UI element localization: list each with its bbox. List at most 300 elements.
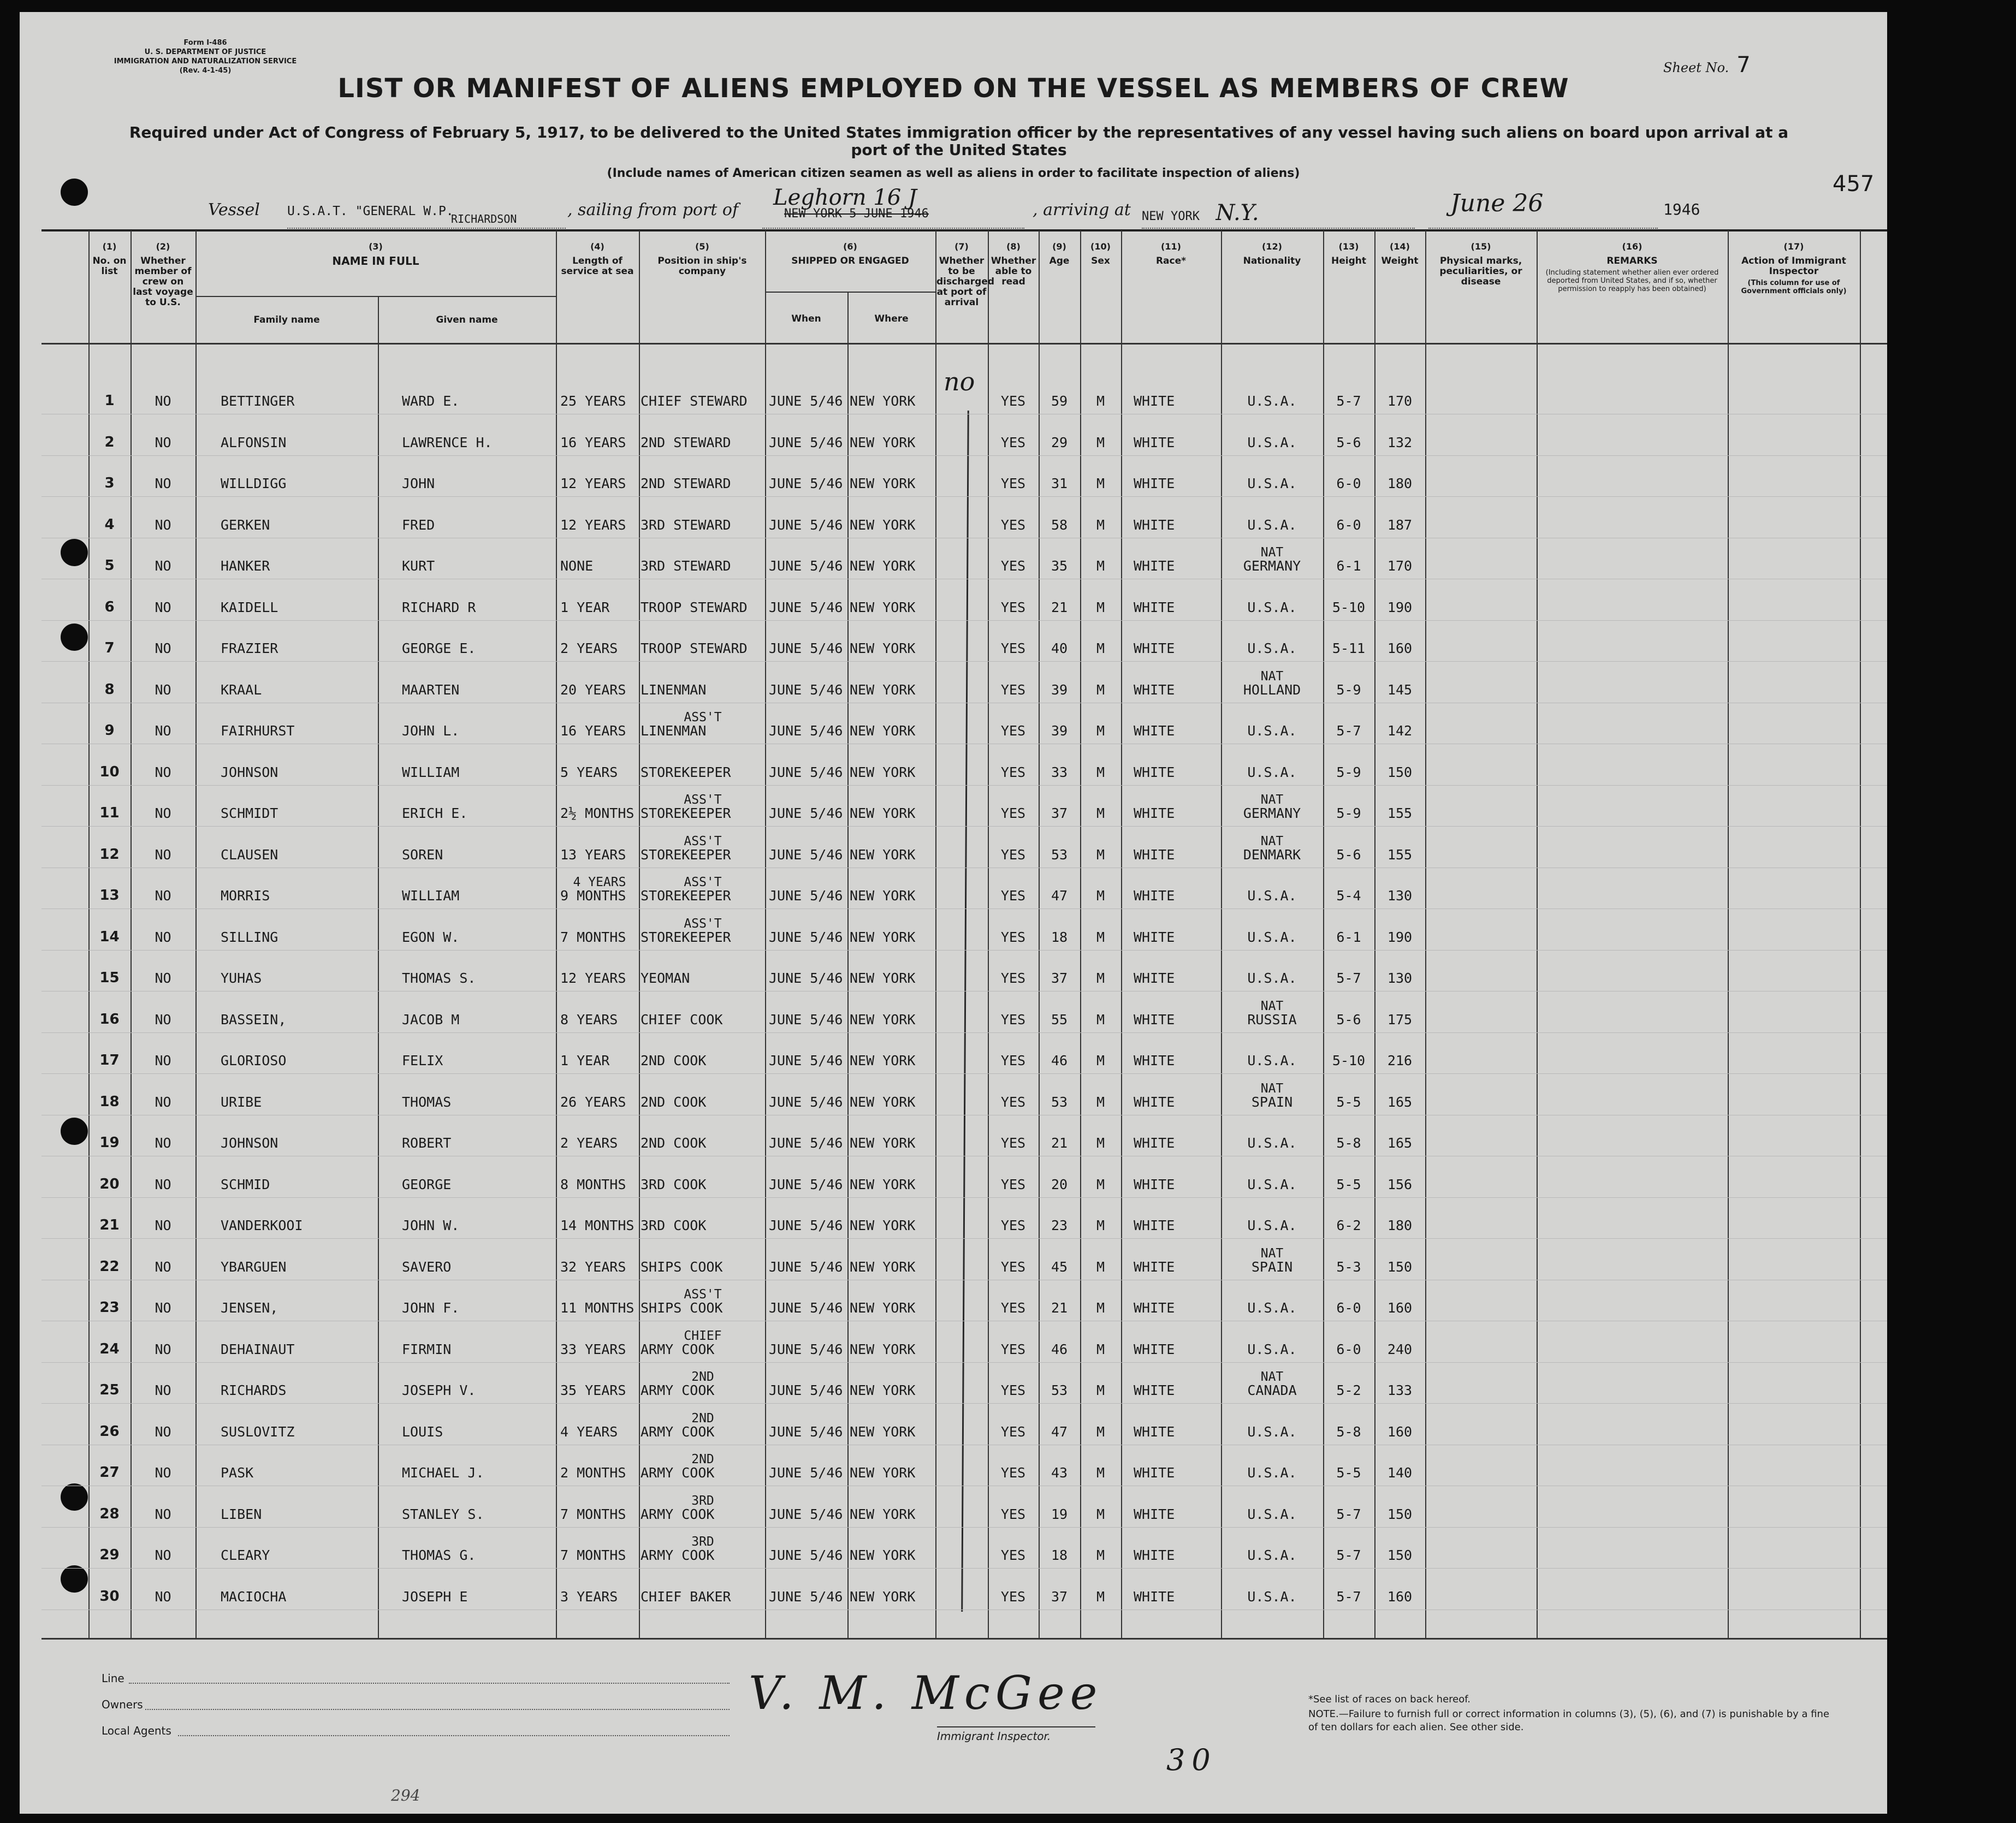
sex-cell: M [1096, 640, 1105, 656]
position-cell: ARMY COOK [641, 1423, 715, 1440]
age-cell: 55 [1051, 1011, 1068, 1028]
row-number: 8 [104, 681, 115, 698]
service-length-cell: 20 YEARS [560, 681, 626, 698]
family-name-cell: PASK [221, 1465, 254, 1481]
row-rule [41, 455, 1887, 456]
nationality-cell: GERMANY [1243, 805, 1301, 821]
age-cell: 31 [1051, 476, 1068, 491]
sex-cell: M [1096, 681, 1105, 698]
age-cell: 18 [1051, 929, 1068, 945]
shipped-where-cell: NEW YORK [850, 1423, 916, 1440]
height-cell: 5-8 [1336, 1135, 1361, 1151]
shipped-when-cell: JUNE 5/46 [769, 681, 843, 698]
nationality-cell: U.S.A. [1247, 1218, 1297, 1233]
family-name-cell: SILLING [221, 929, 278, 945]
page-title: LIST OR MANIFEST OF ALIENS EMPLOYED ON THE VESSEL AS MEMBERS OF CREW [337, 73, 1569, 104]
service-length-cell: NONE [560, 558, 594, 574]
header-text: Whether able to read [991, 256, 1036, 287]
given-name-cell: EGON W. [402, 929, 460, 945]
given-name-cell: JACOB M [402, 1011, 460, 1028]
given-name-cell: MICHAEL J. [402, 1465, 484, 1481]
table-bottom-border [41, 1638, 1887, 1640]
vessel-label: Vessel [208, 200, 260, 219]
col-divider [195, 230, 197, 1638]
shipped-when-cell: JUNE 5/46 [769, 1341, 843, 1357]
nationality-cell: U.S.A. [1247, 1135, 1297, 1151]
nationality-prefix-cell: NAT [1260, 1370, 1284, 1384]
header-race [1121, 241, 1221, 266]
nationality-cell: GERMANY [1243, 558, 1301, 574]
row-number: 4 [104, 516, 115, 533]
shipped-when-cell: JUNE 5/46 [769, 1547, 843, 1563]
height-cell: 5-7 [1336, 723, 1361, 739]
given-name-cell: JOSEPH E [402, 1588, 468, 1605]
form-revision: (Rev. 4-1-45) [179, 67, 232, 75]
weight-cell: 150 [1387, 1547, 1413, 1563]
weight-cell: 160 [1387, 1300, 1413, 1316]
service-length-cell: 12 YEARS [560, 970, 626, 986]
form-service: IMMIGRATION AND NATURALIZATION SERVICE [114, 57, 297, 66]
row-number: 25 [99, 1382, 120, 1398]
height-cell: 5-10 [1332, 599, 1366, 615]
header-number: (11) [1161, 241, 1181, 252]
row-number: 7 [104, 640, 115, 656]
position-cell: STOREKEEPER [641, 888, 731, 904]
able-to-read-cell: YES [1000, 1135, 1026, 1151]
row-number: 26 [99, 1423, 120, 1440]
position-cell: SHIPS COOK [641, 1258, 723, 1275]
header-bottom-border [41, 343, 1887, 345]
able-to-read-cell: YES [1000, 681, 1026, 698]
position-prefix-cell: ASS'T [684, 875, 722, 889]
header-text: Length of service at sea [561, 256, 634, 277]
position-cell: LINENMAN [641, 723, 707, 739]
family-name-cell: WILLDIGG [221, 476, 287, 491]
header-able-to-read [989, 241, 1038, 287]
given-name-cell: LOUIS [402, 1423, 443, 1440]
local-agents-label: Local Agents [102, 1724, 171, 1737]
position-cell: STOREKEEPER [641, 764, 731, 780]
shipped-where-cell: NEW YORK [850, 1135, 916, 1151]
nationality-cell: U.S.A. [1247, 476, 1297, 491]
last-voyage-cell: NO [155, 1094, 171, 1110]
weight-cell: 165 [1387, 1094, 1413, 1110]
discharge-ditto-stroke [961, 411, 969, 1612]
sex-cell: M [1096, 1465, 1105, 1481]
shipped-where-cell: NEW YORK [850, 1300, 916, 1316]
sailing-port-struck: NEW YORK 5 JUNE 1946 [784, 207, 929, 221]
weight-cell: 155 [1387, 846, 1413, 863]
family-name-cell: HANKER [221, 558, 270, 574]
last-voyage-cell: NO [155, 1176, 171, 1192]
shipped-when-cell: JUNE 5/46 [769, 1135, 843, 1151]
family-name-cell: YUHAS [221, 970, 262, 986]
row-number: 2 [104, 434, 115, 450]
service-length-cell: 9 MONTHS [560, 888, 626, 904]
family-name-cell: YBARGUEN [221, 1258, 287, 1275]
able-to-read-cell: YES [1000, 393, 1026, 409]
service-length-cell: 4 YEARS [560, 1423, 618, 1440]
family-name-cell: MACIOCHA [221, 1588, 287, 1605]
able-to-read-cell: YES [1000, 970, 1026, 986]
family-name-cell: SCHMID [221, 1176, 270, 1192]
header-subtext: (This column for use of Government officials only) [1741, 279, 1847, 295]
last-voyage-cell: NO [155, 640, 171, 656]
header-number: (16) [1622, 241, 1643, 252]
height-cell: 5-5 [1336, 1176, 1361, 1192]
position-cell: 2ND STEWARD [641, 476, 731, 491]
race-cell: WHITE [1134, 1094, 1175, 1110]
given-name-cell: ERICH E. [402, 805, 468, 821]
height-cell: 5-5 [1336, 1094, 1361, 1110]
last-voyage-cell: NO [155, 1258, 171, 1275]
sex-cell: M [1096, 1300, 1105, 1316]
last-voyage-cell: NO [155, 805, 171, 821]
able-to-read-cell: YES [1000, 434, 1026, 450]
sex-cell: M [1096, 764, 1105, 780]
position-cell: STOREKEEPER [641, 805, 731, 821]
able-to-read-cell: YES [1000, 1011, 1026, 1028]
race-cell: WHITE [1134, 599, 1175, 615]
header-number: (12) [1262, 241, 1282, 252]
shipped-when-cell: JUNE 5/46 [769, 1300, 843, 1316]
row-rule [41, 908, 1887, 909]
sex-cell: M [1096, 1176, 1105, 1192]
row-number: 18 [99, 1093, 120, 1110]
row-number: 21 [99, 1217, 120, 1233]
shipped-where-cell: NEW YORK [850, 723, 916, 739]
header-discharged [936, 241, 995, 308]
shipped-where-cell: NEW YORK [850, 1588, 916, 1605]
owners-field [145, 1709, 730, 1710]
header-number: (1) [102, 241, 117, 252]
shipped-when-cell: JUNE 5/46 [769, 640, 843, 656]
position-prefix-cell: CHIEF [684, 1328, 722, 1343]
given-name-cell: GEORGE [402, 1176, 452, 1192]
able-to-read-cell: YES [1000, 888, 1026, 904]
family-name-cell: DEHAINAUT [221, 1341, 295, 1357]
header-given-name: Given name [436, 314, 498, 325]
row-number: 3 [104, 475, 115, 491]
weight-cell: 160 [1387, 1423, 1413, 1440]
height-cell: 5-9 [1336, 681, 1361, 698]
shipped-where-cell: NEW YORK [850, 1218, 916, 1233]
age-cell: 37 [1051, 970, 1068, 986]
header-position [641, 241, 764, 277]
position-prefix-cell: ASS'T [684, 834, 722, 848]
service-length-cell: 8 YEARS [560, 1011, 618, 1028]
shipped-where-cell: NEW YORK [850, 476, 916, 491]
vessel-name [287, 200, 566, 229]
weight-cell: 180 [1387, 1218, 1413, 1233]
name-subheader-line [195, 296, 556, 297]
given-name-cell: KURT [402, 558, 435, 574]
last-voyage-cell: NO [155, 1588, 171, 1605]
header-number: (13) [1338, 241, 1359, 252]
shipped-when-cell: JUNE 5/46 [769, 1053, 843, 1068]
row-number: 24 [99, 1340, 120, 1357]
nationality-cell: U.S.A. [1247, 764, 1297, 780]
able-to-read-cell: YES [1000, 1588, 1026, 1605]
family-name-cell: JOHNSON [221, 764, 278, 780]
position-cell: 3RD STEWARD [641, 516, 731, 533]
height-cell: 5-6 [1336, 434, 1361, 450]
table-top-border [41, 229, 1887, 231]
sex-cell: M [1096, 1341, 1105, 1357]
row-number: 23 [99, 1299, 120, 1316]
weight-cell: 175 [1387, 1011, 1413, 1028]
height-cell: 5-9 [1336, 805, 1361, 821]
race-cell: WHITE [1134, 723, 1175, 739]
shipped-where-cell: NEW YORK [850, 558, 916, 574]
header-text: SHIPPED OR ENGAGED [791, 256, 909, 266]
header-number: (15) [1471, 241, 1491, 252]
nationality-cell: CANADA [1247, 1382, 1297, 1398]
shipped-when-cell: JUNE 5/46 [769, 805, 843, 821]
family-name-cell: VANDERKOOI [221, 1218, 303, 1233]
race-cell: WHITE [1134, 640, 1175, 656]
last-voyage-cell: NO [155, 723, 171, 739]
form-identifier [85, 38, 325, 75]
age-cell: 59 [1051, 393, 1068, 409]
service-length-cell: 35 YEARS [560, 1382, 626, 1398]
service-length-cell: 7 MONTHS [560, 929, 626, 945]
shipped-when-cell: JUNE 5/46 [769, 393, 843, 409]
row-rule [41, 1238, 1887, 1239]
height-cell: 6-0 [1336, 516, 1361, 533]
last-voyage-cell: NO [155, 1382, 171, 1398]
row-rule [41, 1403, 1887, 1404]
shipped-where-cell: NEW YORK [850, 1465, 916, 1481]
vessel-name-text: U.S.A.T. "GENERAL W.P. [287, 204, 454, 218]
nationality-cell: U.S.A. [1247, 1506, 1297, 1522]
position-cell: STOREKEEPER [641, 846, 731, 863]
given-name-cell: GEORGE E. [402, 640, 476, 656]
age-cell: 29 [1051, 434, 1068, 450]
position-cell: 2ND COOK [641, 1135, 707, 1151]
age-cell: 21 [1051, 599, 1068, 615]
header-physical-marks [1425, 241, 1537, 287]
header-number: (3) [369, 241, 383, 252]
able-to-read-cell: YES [1000, 846, 1026, 863]
given-name-cell: RICHARD R [402, 599, 476, 615]
row-rule [41, 785, 1887, 786]
shipped-when-cell: JUNE 5/46 [769, 516, 843, 533]
service-length-cell: 13 YEARS [560, 846, 626, 863]
sex-cell: M [1096, 1218, 1105, 1233]
form-number: Form I-486 [183, 39, 227, 47]
subtitle: Required under Act of Congress of February 5, 1917, to be delivered to the United States immigration officer by the representatives of any vessel having such aliens on board upon arrival at a port of the United States [129, 123, 1789, 159]
height-cell: 6-1 [1336, 558, 1361, 574]
age-cell: 40 [1051, 640, 1068, 656]
height-cell: 5-7 [1336, 1506, 1361, 1522]
row-number: 28 [99, 1505, 120, 1522]
last-voyage-cell: NO [155, 516, 171, 533]
able-to-read-cell: YES [1000, 1382, 1026, 1398]
weight-cell: 160 [1387, 1588, 1413, 1605]
shipped-when-cell: JUNE 5/46 [769, 1423, 843, 1440]
vessel-name-text-2: RICHARDSON [451, 212, 517, 225]
family-name-cell: KRAAL [221, 681, 262, 698]
age-cell: 37 [1051, 1588, 1068, 1605]
subtitle-note: (Include names of American citizen seamen as well as aliens in order to facilitate inspection of aliens) [607, 167, 1300, 180]
form-department: U. S. DEPARTMENT OF JUSTICE [144, 48, 266, 56]
sex-cell: M [1096, 1423, 1105, 1440]
shipped-where-cell: NEW YORK [850, 516, 916, 533]
given-name-cell: FIRMIN [402, 1341, 452, 1357]
family-name-cell: JOHNSON [221, 1135, 278, 1151]
col-divider [639, 230, 640, 1638]
race-cell: WHITE [1134, 1588, 1175, 1605]
family-name-cell: BASSEIN, [221, 1011, 287, 1028]
position-prefix-cell: 3RD [691, 1535, 714, 1549]
nationality-cell: U.S.A. [1247, 1547, 1297, 1563]
shipped-when-cell: JUNE 5/46 [769, 599, 843, 615]
manifest-sheet [20, 12, 1887, 1814]
given-name-cell: THOMAS [402, 1094, 452, 1110]
last-voyage-cell: NO [155, 929, 171, 945]
age-cell: 19 [1051, 1506, 1068, 1522]
shipped-subheader-line [765, 292, 935, 293]
given-name-cell: THOMAS S. [402, 970, 476, 986]
header-text: Position in ship's company [657, 256, 747, 277]
row-rule [41, 826, 1887, 827]
nationality-cell: SPAIN [1251, 1094, 1293, 1110]
given-name-cell: JOHN L. [402, 723, 460, 739]
race-cell: WHITE [1134, 970, 1175, 986]
position-cell: TROOP STEWARD [641, 599, 748, 615]
position-cell: ARMY COOK [641, 1382, 715, 1398]
able-to-read-cell: YES [1000, 805, 1026, 821]
header-text: Nationality [1243, 256, 1301, 266]
age-cell: 58 [1051, 516, 1068, 533]
race-cell: WHITE [1134, 1135, 1175, 1151]
race-note: *See list of races on back hereof. [1308, 1694, 1471, 1705]
last-voyage-cell: NO [155, 1300, 171, 1316]
header-no-on-list [88, 241, 131, 277]
fine-note: NOTE.—Failure to furnish full or correct information in columns (3), (5), (6), and (7) is punishable by a fine of ten dollars for each alien. See other side. [1308, 1708, 1830, 1733]
weight-cell: 216 [1387, 1053, 1413, 1068]
family-name-cell: CLAUSEN [221, 846, 278, 863]
given-name-cell: FRED [402, 516, 435, 533]
sex-cell: M [1096, 1506, 1105, 1522]
service-prefix-cell: 4 YEARS [573, 875, 626, 889]
position-cell: 3RD COOK [641, 1176, 707, 1192]
header-number: (5) [695, 241, 709, 252]
service-length-cell: 2½ MONTHS [560, 805, 635, 821]
discharge-mark: no [944, 367, 975, 396]
given-name-cell: MAARTEN [402, 681, 460, 698]
sex-cell: M [1096, 393, 1105, 409]
row-rule [41, 1032, 1887, 1033]
given-name-cell: JOHN F. [402, 1300, 460, 1316]
family-name-cell: GERKEN [221, 516, 270, 533]
able-to-read-cell: YES [1000, 599, 1026, 615]
race-cell: WHITE [1134, 476, 1175, 491]
nationality-cell: U.S.A. [1247, 888, 1297, 904]
row-rule [41, 950, 1887, 951]
shipped-when-cell: JUNE 5/46 [769, 764, 843, 780]
line-field [129, 1683, 730, 1684]
position-prefix-cell: ASS'T [684, 710, 722, 725]
able-to-read-cell: YES [1000, 723, 1026, 739]
hole-punch [61, 623, 88, 651]
sex-cell: M [1096, 1588, 1105, 1605]
given-name-cell: WILLIAM [402, 764, 460, 780]
shipped-where-cell: NEW YORK [850, 929, 916, 945]
service-length-cell: 26 YEARS [560, 1094, 626, 1110]
shipped-where-cell: NEW YORK [850, 640, 916, 656]
age-cell: 21 [1051, 1300, 1068, 1316]
race-cell: WHITE [1134, 434, 1175, 450]
shipped-when-cell: JUNE 5/46 [769, 1218, 843, 1233]
sex-cell: M [1096, 1382, 1105, 1398]
last-voyage-cell: NO [155, 1135, 171, 1151]
col-divider [765, 230, 766, 1638]
race-cell: WHITE [1134, 1300, 1175, 1316]
height-cell: 6-0 [1336, 1300, 1361, 1316]
hole-punch [61, 1483, 88, 1511]
able-to-read-cell: YES [1000, 1176, 1026, 1192]
header-subtext: (Including statement whether alien ever ordered deported from United States, and if so, whether permission to reapply has been obtained) [1545, 269, 1719, 293]
age-cell: 45 [1051, 1258, 1068, 1275]
hole-punch [61, 539, 88, 566]
row-number: 14 [99, 928, 120, 945]
nationality-prefix-cell: NAT [1260, 1246, 1284, 1261]
position-cell: STOREKEEPER [641, 929, 731, 945]
shipped-when-cell: JUNE 5/46 [769, 434, 843, 450]
position-prefix-cell: ASS'T [684, 793, 722, 807]
service-length-cell: 2 YEARS [560, 1135, 618, 1151]
header-text: Whether member of crew on last voyage to U.S. [133, 256, 193, 308]
header-text: No. on list [92, 256, 127, 277]
nationality-cell: U.S.A. [1247, 929, 1297, 945]
age-cell: 53 [1051, 846, 1068, 863]
last-voyage-cell: NO [155, 599, 171, 615]
last-voyage-cell: NO [155, 1465, 171, 1481]
weight-cell: 150 [1387, 1258, 1413, 1275]
row-rule [41, 1073, 1887, 1074]
shipped-where-cell: NEW YORK [850, 1094, 916, 1110]
position-cell: LINENMAN [641, 681, 707, 698]
weight-cell: 150 [1387, 1506, 1413, 1522]
shipped-when-cell: JUNE 5/46 [769, 929, 843, 945]
last-voyage-cell: NO [155, 476, 171, 491]
col-divider [935, 230, 936, 1638]
height-cell: 5-7 [1336, 1547, 1361, 1563]
header-last-voyage [132, 241, 194, 308]
able-to-read-cell: YES [1000, 640, 1026, 656]
height-cell: 5-3 [1336, 1258, 1361, 1275]
service-length-cell: 12 YEARS [560, 516, 626, 533]
height-cell: 6-1 [1336, 929, 1361, 945]
nationality-cell: RUSSIA [1247, 1011, 1297, 1028]
nationality-prefix-cell: NAT [1260, 834, 1284, 848]
sex-cell: M [1096, 434, 1105, 450]
hole-punch [61, 1118, 88, 1145]
family-name-cell: KAIDELL [221, 599, 278, 615]
able-to-read-cell: YES [1000, 1465, 1026, 1481]
shipped-when-cell: JUNE 5/46 [769, 888, 843, 904]
sex-cell: M [1096, 1094, 1105, 1110]
age-cell: 47 [1051, 1423, 1068, 1440]
able-to-read-cell: YES [1000, 1094, 1026, 1110]
last-voyage-cell: NO [155, 764, 171, 780]
height-cell: 5-9 [1336, 764, 1361, 780]
service-length-cell: 2 MONTHS [560, 1465, 626, 1481]
race-cell: WHITE [1134, 1011, 1175, 1028]
age-cell: 20 [1051, 1176, 1068, 1192]
